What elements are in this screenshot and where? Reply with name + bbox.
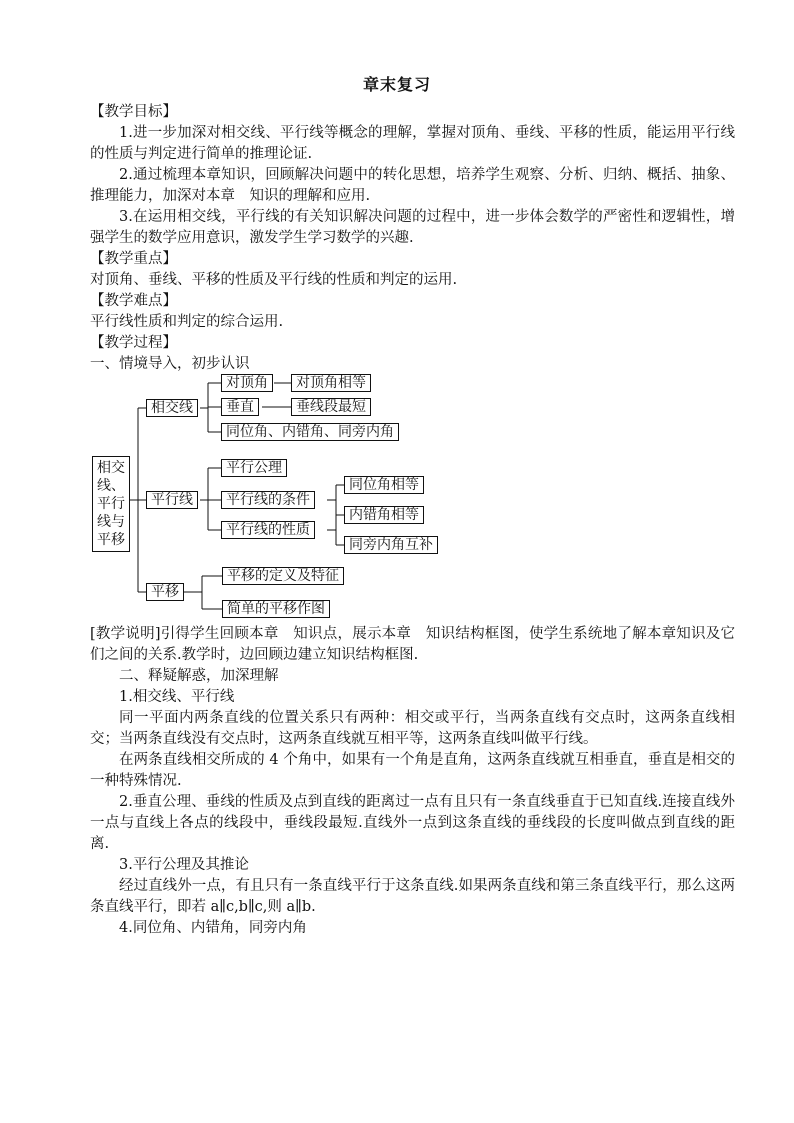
- node-pingxing-gongli: 平行公理: [221, 459, 287, 477]
- objective-1: 1.进一步加深对相交线、平行线等概念的理解，掌握对顶角、垂线、平移的性质，能运用平行线的性质与判定进行简单的推理论证.: [90, 125, 735, 162]
- node-pingxingxian-tiaojian: 平行线的条件: [221, 491, 315, 509]
- node-chuixianduan-zuiduan: 垂线段最短: [291, 398, 371, 416]
- section-1-heading: 一、情境导入，初步认识: [90, 356, 250, 372]
- objective-2: 2.通过梳理本章知识，回顾解决问题中的转化思想，培养学生观察、分析、归纳、概括、抽象、推理能力，加深对本章 知识的理解和应用.: [90, 167, 735, 204]
- objectives-section: [90, 102, 735, 375]
- difficulty-text: 平行线性质和判定的综合运用.: [90, 314, 284, 330]
- section-2-heading: 二、释疑解惑，加深理解: [119, 668, 279, 684]
- s2-1-heading: 1.相交线、平行线: [119, 689, 235, 705]
- node-tongweijiao: 同位角相等: [344, 476, 424, 494]
- node-pingxingxian-xingzhi: 平行线的性质: [221, 521, 315, 539]
- process-heading: 【教学过程】: [90, 335, 177, 351]
- s2-3-heading: 3.平行公理及其推论: [119, 857, 249, 873]
- node-chuizhi: 垂直: [221, 398, 259, 416]
- node-three-angles: 同位角、内错角、同旁内角: [221, 423, 399, 441]
- node-pingxingxian: 平行线: [146, 491, 198, 509]
- key-text: 对顶角、垂线、平移的性质及平行线的性质和判定的运用.: [90, 272, 458, 288]
- key-heading: 【教学重点】: [90, 251, 177, 267]
- node-pingyi: 平移: [146, 583, 184, 601]
- node-pingyi-dingyi: 平移的定义及特征: [222, 567, 344, 585]
- s2-4-heading: 4.同位角、内错角，同旁内角: [119, 920, 307, 936]
- s2-1-paragraph-2: 在两条直线相交所成的 4 个角中，如果有一个角是直角，这两条直线就互相垂直，垂直是相交的一种特殊情况.: [90, 752, 735, 789]
- node-neicuojiao: 内错角相等: [344, 506, 424, 524]
- lower-section: [90, 624, 735, 939]
- page-title: 章末复习: [362, 75, 431, 94]
- objective-3: 3.在运用相交线，平行线的有关知识解决问题的过程中，进一步体会数学的严密性和逻辑性，增强学生的数学应用意识，激发学生学习数学的兴趣.: [90, 209, 735, 246]
- teaching-note: [教学说明]引得学生回顾本章 知识点，展示本章 知识结构框图，使学生系统地了解本章知识及它们之间的关系.教学时，边回顾边建立知识结构框图.: [90, 626, 735, 663]
- diagram-root-box: 相交线、平行线与平移: [92, 456, 130, 552]
- node-tongpangneijiao: 同旁内角互补: [344, 536, 438, 554]
- s2-3-paragraph: 经过直线外一点，有且只有一条直线平行于这条直线.如果两条直线和第三条直线平行，那么这两条直线平行，即若 a∥c,b∥c,则 a∥b.: [90, 878, 735, 915]
- node-xiangjiaoxian: 相交线: [146, 399, 198, 417]
- node-pingyi-zuotu: 简单的平移作图: [222, 600, 330, 618]
- node-duidingjiao-xiangdeng: 对顶角相等: [291, 374, 371, 392]
- node-duidingjiao: 对顶角: [221, 374, 273, 392]
- s2-2-paragraph: 2.垂直公理、垂线的性质及点到直线的距离过一点有且只有一条直线垂直于已知直线.连接直线外一点与直线上各点的线段中，垂线段最短.直线外一点到这条直线的垂线段的长度叫做点到直线的距离.: [90, 794, 735, 852]
- objectives-heading: 【教学目标】: [90, 104, 177, 120]
- s2-1-paragraph-1: 同一平面内两条直线的位置关系只有两种：相交或平行，当两条直线有交点时，这两条直线相交；当两条直线没有交点时，这两条直线就互相平等，这两条直线叫做平行线。: [90, 710, 735, 747]
- difficulty-heading: 【教学难点】: [90, 293, 177, 309]
